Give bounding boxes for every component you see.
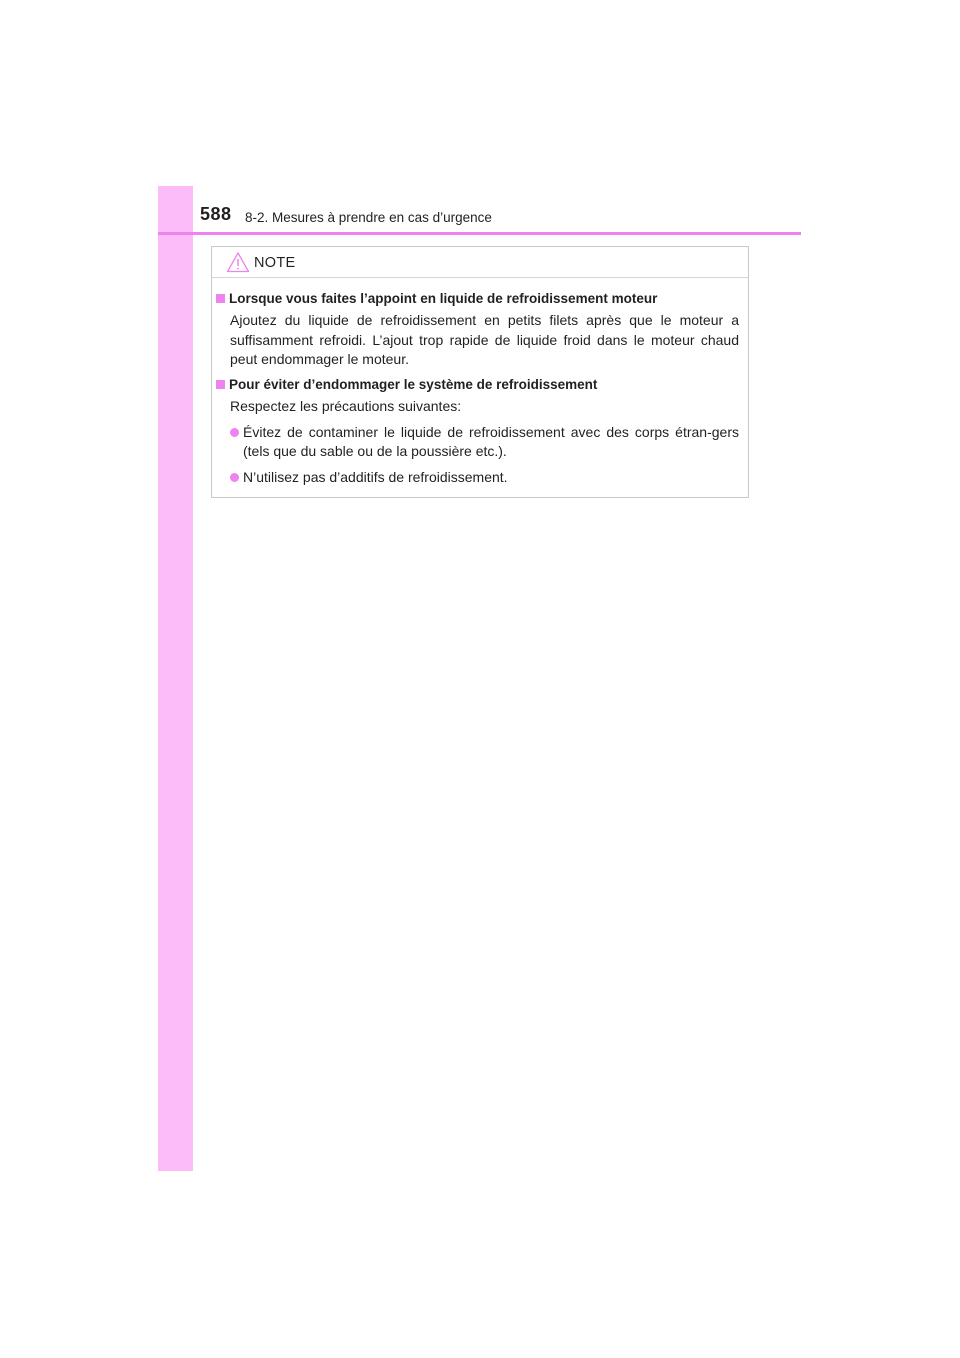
item-paragraph: Respectez les précautions suivantes:: [230, 398, 462, 414]
list-item: N’utilisez pas d’additifs de refroidissement.: [230, 468, 739, 488]
list-item: Évitez de contaminer le liquide de refroidissement avec des corps étran-gers (tels que du sable ou de la poussière etc.).: [230, 423, 739, 462]
warning-triangle-icon: [226, 251, 250, 273]
note-header: [212, 247, 748, 278]
note-item-cooling-system: [212, 375, 748, 487]
square-bullet-icon: [216, 380, 225, 389]
round-bullet-icon: [230, 473, 239, 482]
item-heading: Lorsque vous faites l’appoint en liquide de refroidissement moteur: [212, 289, 748, 309]
note-box: [211, 246, 749, 498]
side-color-strip: [158, 186, 193, 1171]
note-item-coolant-topup: [212, 289, 748, 370]
note-label: NOTE: [254, 255, 296, 271]
round-bullet-icon: [230, 428, 239, 437]
item-heading: Pour éviter d’endommager le système de refroidissement: [212, 375, 748, 395]
item-paragraph: Ajoutez du liquide de refroidissement en petits filets après que le moteur a suffisamment refroidi. L’ajout trop rapide de liquide froid dans le moteur chaud peut endommager le moteur.: [230, 312, 739, 367]
header-rule: [158, 232, 801, 235]
square-bullet-icon: [216, 294, 225, 303]
page-number: 588: [200, 204, 232, 224]
section-title: 8-2. Mesures à prendre en cas d’urgence: [245, 210, 492, 225]
